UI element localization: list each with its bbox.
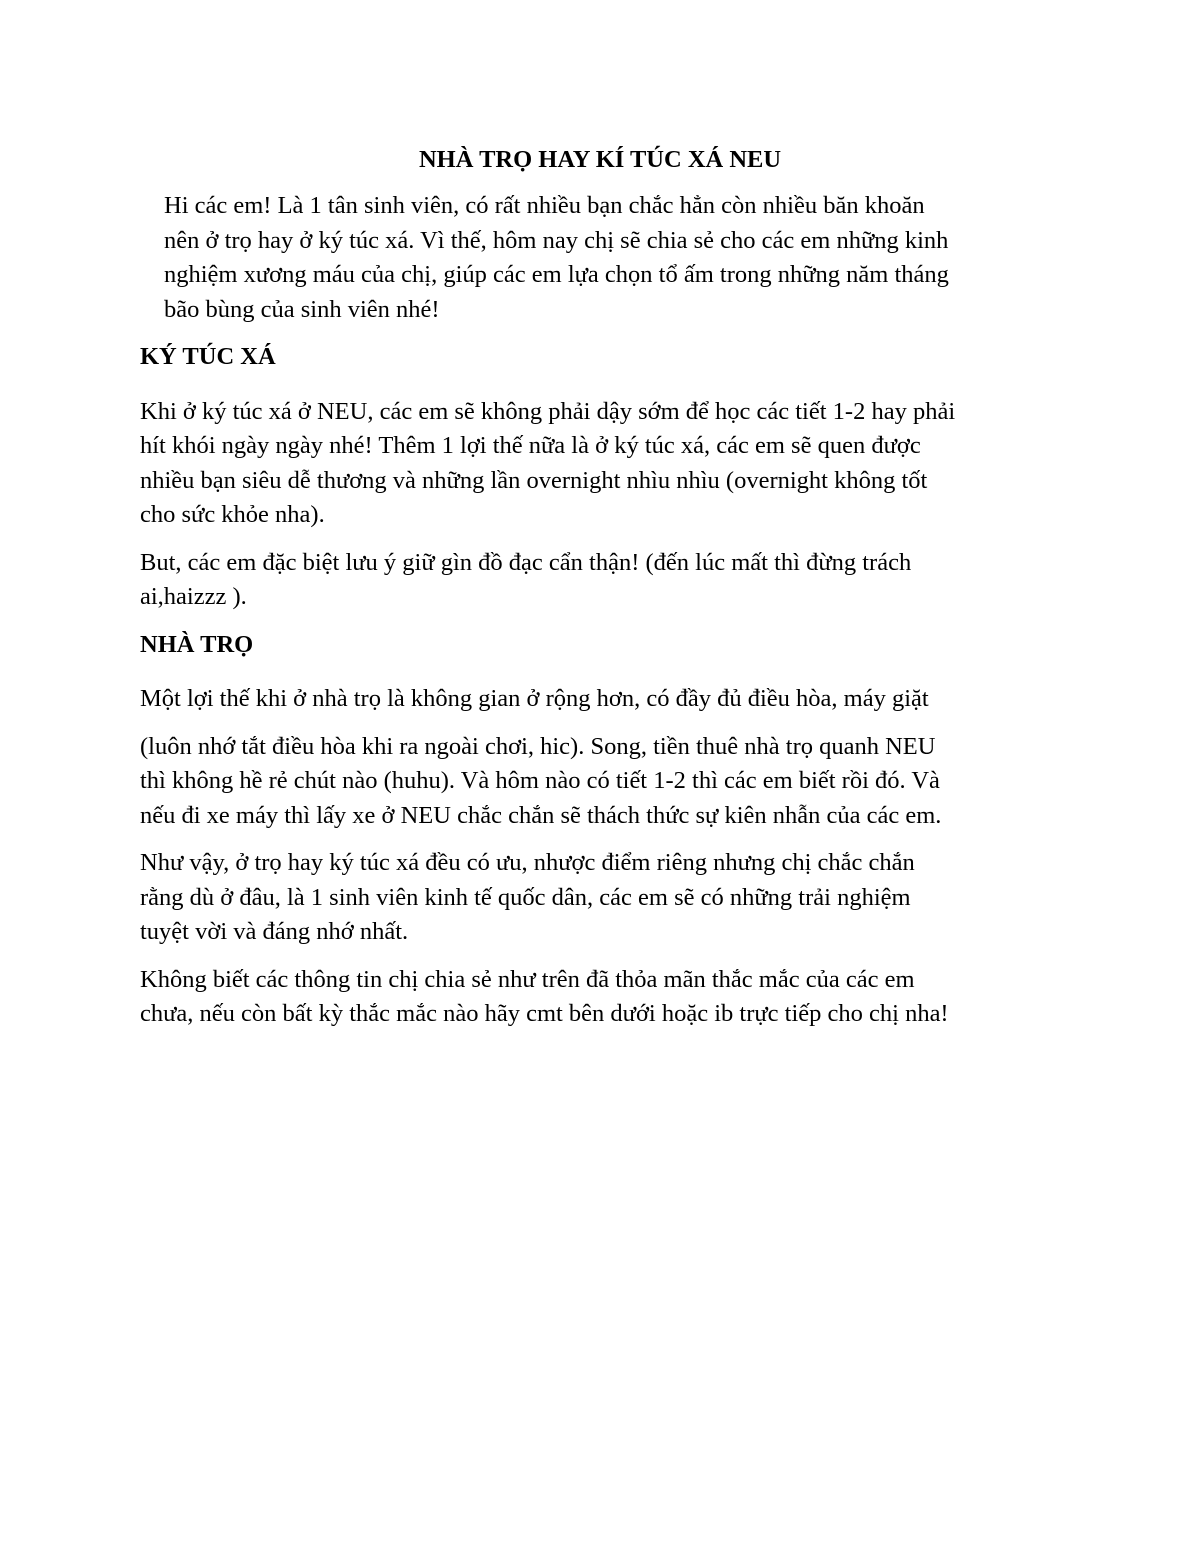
text-line: Một lợi thế khi ở nhà trọ là không gian ở rộng hơn, có đầy đủ điều hòa, máy giặt <box>140 685 929 712</box>
text-line: tuyệt vời và đáng nhớ nhất. <box>140 918 409 945</box>
text-line: Không biết các thông tin chị chia sẻ như trên đã thỏa mãn thắc mắc của các em <box>140 965 915 993</box>
text-line: (luôn nhớ tắt điều hòa khi ra ngoài chơi, hic). Song, tiền thuê nhà trọ quanh NEU <box>140 732 936 760</box>
text-line: bão bùng của sinh viên nhé! <box>164 295 440 323</box>
document-body <box>140 143 1060 1045</box>
text-line: Như vậy, ở trọ hay ký túc xá đều có ưu, nhược điểm riêng nhưng chị chắc chắn <box>140 849 915 876</box>
text-line: Hi các em! Là 1 tân sinh viên, có rất nhiều bạn chắc hẳn còn nhiều băn khoăn <box>164 192 925 219</box>
conclusion-paragraph <box>140 846 1060 950</box>
text-line: ai,haizzz ). <box>140 583 247 610</box>
text-line: hít khói ngày ngày nhé! Thêm 1 lợi thế nữa là ở ký túc xá, các em sẽ quen được <box>140 432 921 459</box>
section-heading-nha-tro: NHÀ TRỌ <box>140 630 254 658</box>
nha-tro-paragraph-2 <box>140 730 1060 834</box>
document-title: NHÀ TRỌ HAY KÍ TÚC XÁ NEU <box>418 146 782 173</box>
text-line: But, các em đặc biệt lưu ý giữ gìn đồ đạc cẩn thận! (đến lúc mất thì đừng trách <box>140 548 912 576</box>
text-line: cho sức khỏe nha). <box>140 501 325 528</box>
text-line: nghiệm xương máu của chị, giúp các em lựa chọn tổ ấm trong những năm tháng <box>164 261 949 288</box>
text-line: thì không hề rẻ chút nào (huhu). Và hôm nào có tiết 1-2 thì các em biết rồi đó. Và <box>140 767 940 794</box>
text-line: rằng dù ở đâu, là 1 sinh viên kinh tế quốc dân, các em sẽ có những trải nghiệm <box>140 883 911 911</box>
text-line: nhiều bạn siêu dễ thương và những lần overnight nhìu nhìu (overnight không tốt <box>140 466 928 494</box>
text-line: Khi ở ký túc xá ở NEU, các em sẽ không phải dậy sớm để học các tiết 1-2 hay phải <box>140 397 956 425</box>
closing-paragraph <box>140 963 1060 1032</box>
text-line: nên ở trọ hay ở ký túc xá. Vì thế, hôm nay chị sẽ chia sẻ cho các em những kinh <box>164 226 949 254</box>
text-line: nếu đi xe máy thì lấy xe ở NEU chắc chắn sẽ thách thức sự kiên nhẫn của các em. <box>140 801 942 829</box>
text-line: chưa, nếu còn bất kỳ thắc mắc nào hãy cmt bên dưới hoặc ib trực tiếp cho chị nha! <box>140 1000 949 1027</box>
nha-tro-paragraph-1 <box>140 682 1060 717</box>
ktx-paragraph-2 <box>140 546 1060 615</box>
ktx-paragraph-1 <box>140 395 1060 533</box>
section-heading-ktx: KÝ TÚC XÁ <box>140 343 276 370</box>
intro-paragraph <box>140 189 1060 327</box>
